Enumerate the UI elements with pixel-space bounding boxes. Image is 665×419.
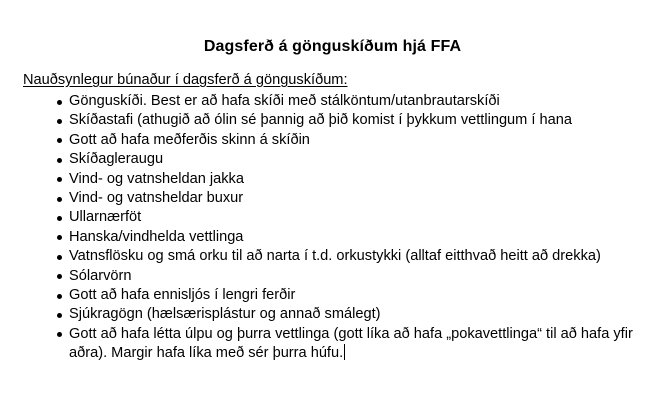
text-cursor (344, 344, 345, 360)
list-item-last (55, 325, 655, 364)
section-heading: Nauðsynlegur búnaður í dagsferð á gönguskíðum: (23, 72, 348, 88)
list-item: Hanska/vindhelda vettlinga (55, 228, 655, 247)
document-title: Dagsferð á gönguskíðum hjá FFA (203, 38, 462, 55)
list-item: Sjúkragögn (hælsærisplástur og annað smálegt) (55, 305, 655, 324)
list-item: Vatnsflösku og smá orku til að narta í t.d. orkustykki (alltaf eitthvað heitt að drekka) (55, 247, 655, 266)
list-item: Skíðagleraugu (55, 150, 655, 169)
gear-list (55, 92, 655, 364)
list-item: Gönguskíði. Best er að hafa skíði með stálköntum/utanbrautarskíði (55, 92, 655, 111)
list-item: Skíðastafi (athugið að ólin sé þannig að þið komist í þykkum vettlingum í hana (55, 111, 655, 130)
list-item: Ullarnærföt (55, 208, 655, 227)
list-item: Vind- og vatnsheldan jakka (55, 170, 655, 189)
list-item: Vind- og vatnsheldar buxur (55, 189, 655, 208)
list-item: Gott að hafa ennisljós í lengri ferðir (55, 286, 655, 305)
list-item-text: Gott að hafa létta úlpu og þurra vettlinga (gott líka að hafa „pokavettlinga“ til að hafa yfir aðra). Margir hafa líka með sér þurra húfu. (69, 325, 633, 362)
list-item: Sólarvörn (55, 267, 655, 286)
list-item: Gott að hafa meðferðis skinn á skíðin (55, 131, 655, 150)
